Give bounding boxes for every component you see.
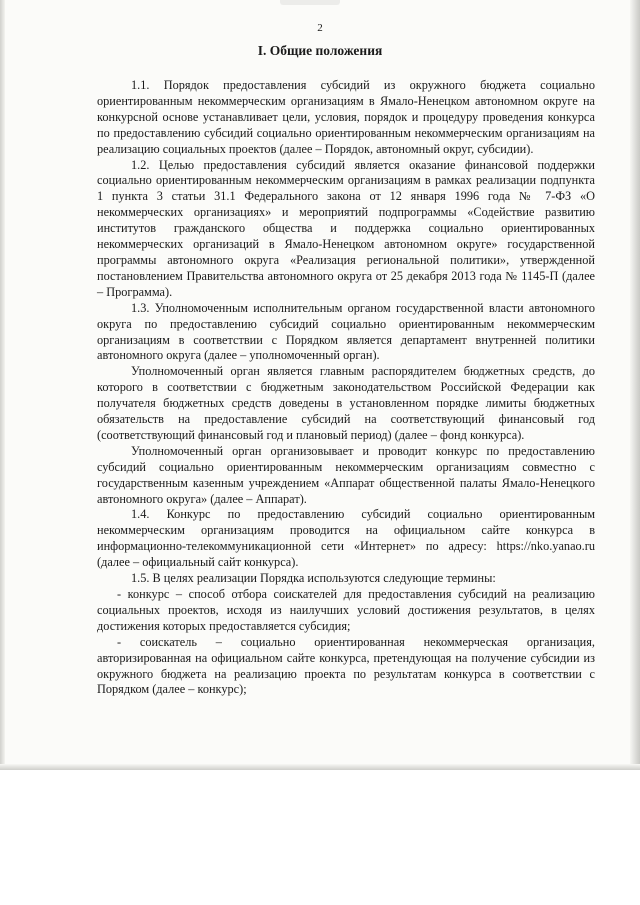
term-item-contest: - конкурс – способ отбора соискателей для предоставления субсидий на реализацию социальных проектов, исходя из наилучших условий достижения результатов, в целях достижения которых предоставляется субсидия; [97,587,595,633]
paragraph-1-4: 1.4. Конкурс по предоставлению субсидий социально ориентированным некоммерческим организациям проводится на официальном сайте конкурса в информационно-телекоммуникационной сети «Интернет» по адресу: https://nko.yanao.ru (далее – официальный сайт конкурса). [97,507,595,570]
paragraph-authority-budget: Уполномоченный орган является главным распорядителем бюджетных средств, до которого в соответствии с бюджетным законодательством Российской Федерации как получателя бюджетных средств доведены в установленном порядке лимиты бюджетных обязательств на предоставление субсидий на соответствующий финансовый год (соответствующий финансовый год и плановый период) (далее – фонд конкурса). [97,364,595,442]
paragraph-authority-contest: Уполномоченный орган организовывает и проводит конкурс по предоставлению субсидий социально ориентированным некоммерческим организациям совместно с государственным казенным учреждением «Аппарат общественной палаты Ямало-Ненецкого автономного округа» (далее – Аппарат). [97,443,595,506]
paragraph-1-2: 1.2. Целью предоставления субсидий является оказание финансовой поддержки социально ориентированным некоммерческим организациям в рамках реализации подпункта 1 пункта 3 статьи 31.1 Федерального закона от 12 января 1996 года № 7-ФЗ «О некоммерческих организациях» и мероприятий подпрограммы «Содействие развитию институтов гражданского общества и поддержка социально ориентированных некоммерческих организаций в Ямало-Ненецком автономном округе» государственной программы автономного округа «Реализация региональной политики», утвержденной постановлением Правительства автономного округа от 25 декабря 2013 года № 1145-П (далее – Программа). [97,157,595,299]
paragraph-1-1: 1.1. Порядок предоставления субсидий из окружного бюджета социально ориентированным некоммерческим организациям в Ямало-Ненецком автономном округе на конкурсной основе устанавливает цели, условия, порядок и процедуру проведения конкурса по предоставлению субсидий социально ориентированным некоммерческим организациям на реализацию социальных проектов (далее – Порядок, автономный округ, субсидии). [97,78,595,156]
section-heading: I. Общие положения [257,43,383,58]
scan-right-edge [630,0,640,770]
paragraph-1-5: 1.5. В целях реализации Порядка используются следующие термины: [131,571,496,586]
scan-bleed-mark [280,0,340,5]
scan-bottom-edge [0,764,640,770]
paragraph-1-3: 1.3. Уполномоченным исполнительным органом государственной власти автономного округа по предоставлению субсидий социально ориентированным некоммерческим организациям в соответствии с Порядком является департамент внутренней политики автономного округа (далее – уполномоченный орган). [97,300,595,363]
scan-left-edge [0,0,5,770]
page-number: 2 [317,22,323,34]
term-item-applicant: - соискатель – социально ориентированная некоммерческая организация, авторизированная на официальном сайте конкурса, претендующая на получение субсидии из окружного бюджета на реализацию проекта по результатам конкурса в соответствии с Порядком (далее – конкурс); [97,634,595,697]
document-body [97,78,595,698]
